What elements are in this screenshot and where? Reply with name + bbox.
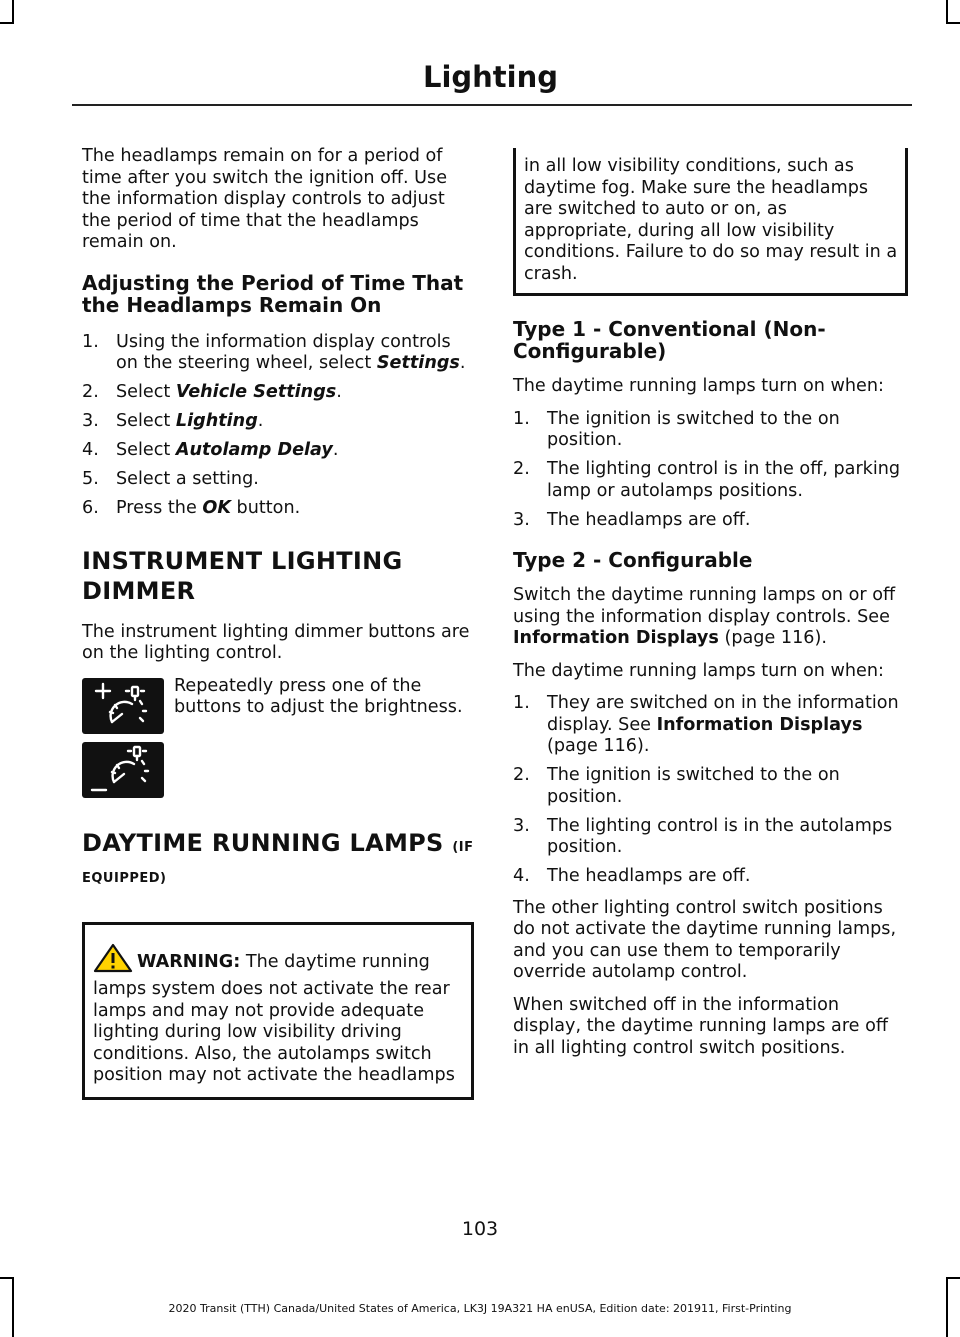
menu-option: Vehicle Settings [175,382,337,402]
drl-heading [82,828,474,863]
menu-option: Lighting [175,411,258,431]
warning-paragraph [93,943,465,1087]
list-item [82,469,474,491]
crop-mark [946,0,948,22]
step-number: 2. [513,459,530,479]
step-text: Using the information display controls on the steering wheel, select [116,331,451,373]
dimmer-heading [82,576,474,606]
adjust-heading: Adjusting the Period of Time That the Headlamps Remain On [82,270,464,317]
list-item [513,459,908,502]
right-column [513,148,908,1070]
step-text: button. [230,498,301,518]
warning-label: WARNING: [137,951,241,972]
drl-heading-suffix: EQUIPPED) [82,870,167,886]
type2-heading: Type 2 - Configurable [513,548,753,572]
step-text: Select [116,382,176,402]
warning-triangle-icon [93,943,133,980]
step-text: Press the [116,498,203,518]
list-item [82,440,474,462]
dimmer-figure [82,676,474,806]
list-item [513,765,908,808]
step-text: The lighting control is in the off, parking lamp or autolamps positions. [547,459,901,501]
step-number: 1. [513,693,530,713]
step-text: The headlamps are off. [547,866,751,886]
list-item [513,409,908,452]
dimmer-text: Repeatedly press one of the buttons to adjust the brightness. [174,675,463,717]
type2-intro: The daytime running lamps turn on when: [513,660,884,681]
cross-reference-link[interactable]: Information Displays [513,628,719,648]
type2-paragraph [513,585,908,650]
type2-text: (page 116). [718,628,827,648]
dimmer-heading-line1: INSTRUMENT LIGHTING [82,546,403,575]
step-text: (page 116). [547,736,650,756]
step-number: 3. [82,411,99,431]
step-number: 1. [513,408,530,429]
switched-off-paragraph: When switched off in the information display, the daytime running lamps are off in all lighting control switch positions. [513,994,888,1058]
warning-text: The daytime running lamps system does not activate the rear lamps and may not provide adequate lighting during low visibility driving conditions. Also, the autolamps switch position may not activate the headlamps [93,951,455,1085]
step-text: The ignition is switched to the on position. [547,765,840,807]
type1-steps [513,409,908,532]
step-text: . [257,411,264,431]
step-number: 1. [82,331,99,352]
drl-heading-text: DAYTIME RUNNING LAMPS [82,828,444,857]
type2-text: Switch the daytime running lamps on or off using the information display controls. See [513,585,896,627]
step-number: 4. [513,866,530,886]
menu-option: Settings [376,353,460,373]
list-item [513,816,908,859]
step-text: . [459,353,466,373]
step-text: . [332,440,339,460]
menu-option: Autolamp Delay [175,440,333,460]
step-text: The headlamps are off. [547,509,751,530]
dimmer-description [174,676,474,730]
type1-intro: The daytime running lamps turn on when: [513,376,884,396]
crop-mark [0,1277,14,1279]
list-item [513,510,908,532]
crop-mark [12,0,14,22]
step-number: 3. [513,509,530,530]
step-number: 2. [513,765,530,785]
adjust-steps [82,332,474,520]
type2-steps [513,693,908,888]
left-column [82,146,474,1100]
button-name: OK [202,498,231,518]
list-item [82,332,474,375]
list-item [82,498,474,520]
list-item [82,411,474,433]
dimmer-down-icon [82,742,164,798]
step-number: 6. [82,498,99,518]
step-text: Select [116,440,176,460]
cross-reference-link[interactable]: Information Displays [656,714,863,735]
type1-heading: Type 1 - Conventional (Non-Configurable) [513,317,826,363]
crop-mark [946,1277,960,1279]
step-text: . [336,382,342,402]
warning-box-continued [513,148,908,296]
header-rule [72,104,912,106]
step-text: Select [116,411,176,431]
warning-text: in all low visibility conditions, such as daytime fog. Make sure the headlamps are switched to auto or on, as appropriate, during all low visibility conditions. Failure to do so may result in a crash. [524,156,898,284]
step-number: 4. [82,440,99,460]
list-item [513,693,908,758]
page-number: 103 [461,1218,499,1240]
warning-box [82,922,474,1100]
other-positions-paragraph: The other lighting control switch positions do not activate the daytime running lamps, and you can use them to temporarily override autolamp control. [513,897,897,982]
crop-mark [946,22,960,24]
dimmer-intro: The instrument lighting dimmer buttons are on the lighting control. [82,621,470,663]
crop-mark [0,22,14,24]
step-text: The ignition is switched to the on position. [547,408,840,450]
step-number: 2. [82,382,99,402]
list-item [513,866,908,888]
step-text: They are switched on in the information display. See [547,693,899,735]
step-number: 5. [82,469,99,489]
step-text: The lighting control is in the autolamps position. [547,815,893,857]
dimmer-up-icon [82,678,164,734]
dimmer-heading-line2: DIMMER [82,576,196,605]
intro-paragraph: The headlamps remain on for a period of time after you switch the ignition off. Use the information display controls to adjust the period of time that the headlamps remain on. [82,146,448,252]
list-item [82,382,474,404]
page-title: Lighting [422,60,558,94]
step-number: 3. [513,815,530,836]
step-text: Select a setting. [116,469,259,489]
dimmer-heading [82,546,474,576]
footer-edition-info: 2020 Transit (TTH) Canada/United States of America, LK3J 19A321 HA enUSA, Edition date: 201911, First-Printing [168,1302,792,1315]
drl-heading-suffix: (IF [452,839,474,855]
